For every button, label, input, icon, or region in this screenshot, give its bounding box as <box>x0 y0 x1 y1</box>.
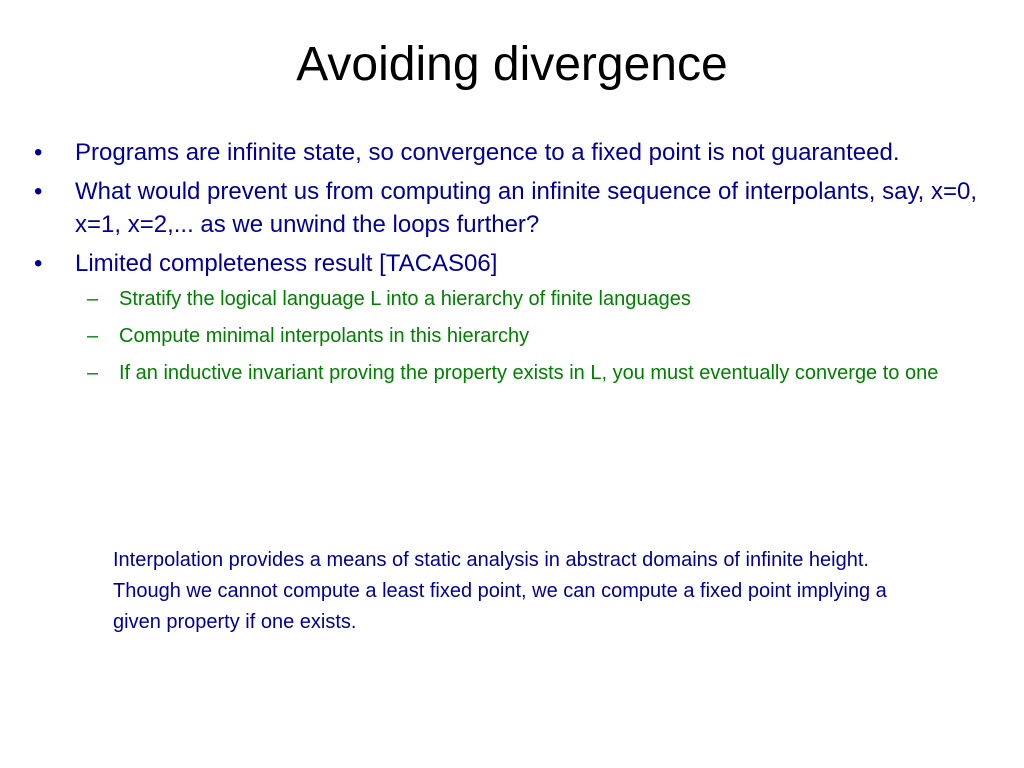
sub-bullet-marker: – <box>87 288 99 310</box>
slide-title: Avoiding divergence <box>296 38 728 91</box>
bullet-text: What would prevent us from computing an infinite sequence of interpolants, say, x=0, x=1, x=2,... as we unwind the loops further? <box>75 178 978 238</box>
sub-bullet-item <box>34 284 994 315</box>
bullet-item <box>34 136 994 169</box>
sub-bullet-list <box>34 284 994 389</box>
sub-bullet-text: Compute minimal interpolants in this hierarchy <box>119 325 530 347</box>
bullet-marker: • <box>34 178 43 205</box>
bullet-item <box>34 175 994 241</box>
sub-bullet-text: Stratify the logical language L into a hierarchy of finite languages <box>119 288 691 310</box>
bullet-item <box>34 247 994 280</box>
note-paragraph: Interpolation provides a means of static analysis in abstract domains of infinite height. Though we cannot compute a least fixed point, we can compute a fixed point implying a given property if one exists. <box>113 549 887 633</box>
bullet-marker: • <box>34 139 43 166</box>
sub-bullet-marker: – <box>87 362 99 384</box>
bullet-marker: • <box>34 250 43 277</box>
bullet-text: Programs are infinite state, so convergence to a fixed point is not guaranteed. <box>75 139 900 166</box>
sub-bullet-marker: – <box>87 325 99 347</box>
sub-bullet-item <box>34 358 994 389</box>
sub-bullet-item <box>34 321 994 352</box>
bullet-list <box>34 136 994 395</box>
bullet-text: Limited completeness result [TACAS06] <box>75 250 498 277</box>
sub-bullet-text: If an inductive invariant proving the property exists in L, you must eventually converge to one <box>119 362 939 384</box>
